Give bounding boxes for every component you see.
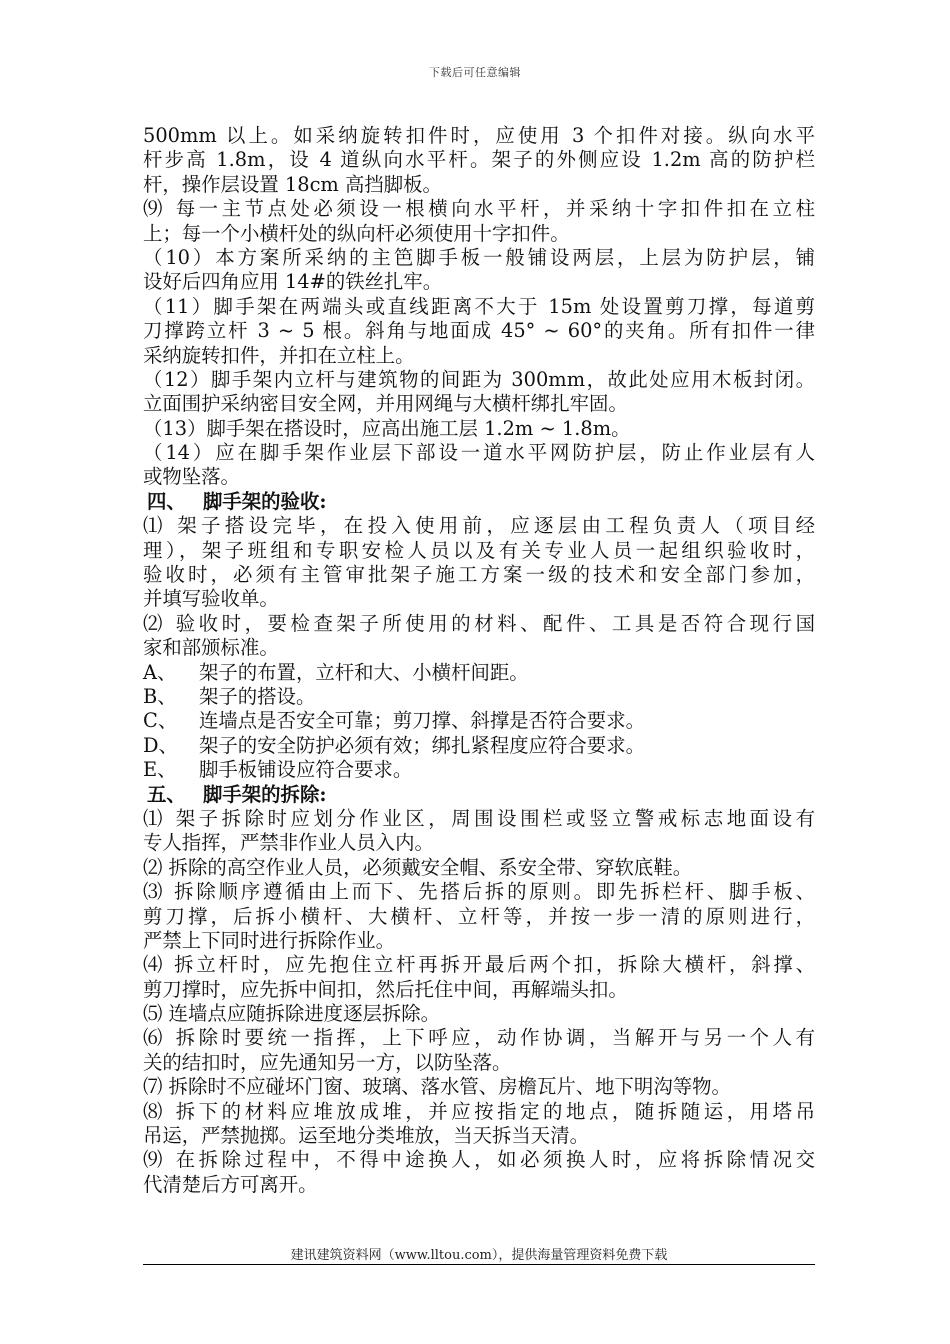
text-line: 杆，操作层设置 18cm 高挡脚板。: [143, 172, 442, 196]
text-line: 立面围护采纳密目安全网，并用网绳与大横杆绑扎牢固。: [143, 392, 628, 416]
text-line: ⑼ 每一主节点处必须设一根横向水平杆，并采纳十字扣件扣在立柱: [143, 197, 815, 221]
section-title: 脚手架的拆除:: [203, 782, 327, 806]
page-header-note: 下载后可任意编辑: [429, 66, 521, 79]
list-item-text: 连墙点是否安全可靠；剪刀撑、斜撑是否符合要求。: [199, 709, 645, 733]
section-number: 五、: [147, 782, 186, 806]
text-line: 采纳旋转扣件，并扣在立柱上。: [143, 343, 415, 367]
text-line: ⑷ 拆立杆时，应先抱住立杆再拆开最后两个扣，拆除大横杆，斜撑、: [143, 953, 815, 977]
text-line: 并填写验收单。: [143, 587, 279, 611]
text-line: ⑻ 拆下的材料应堆放成堆，并应按指定的地点，随拆随运，用塔吊: [143, 1099, 815, 1123]
text-line: 或物坠落。: [143, 465, 240, 489]
list-item-letter: A、: [143, 660, 177, 684]
text-line: （12）脚手架内立杆与建筑物的间距为 300mm，故此处应用木板封闭。: [143, 367, 815, 391]
document-body: [143, 124, 815, 1197]
text-line: 关的结扣时，应先通知另一方，以防坠落。: [143, 1050, 512, 1074]
text-line: 剪刀撑，后拆小横杆、大横杆、立杆等，并按一步一清的原则进行，: [143, 904, 815, 928]
list-item-letter: E、: [143, 758, 177, 782]
text-line: 吊运，严禁抛掷。运至地分类堆放，当天拆当天清。: [143, 1124, 589, 1148]
text-line: （11）脚手架在两端头或直线距离不大于 15m 处设置剪刀撑，每道剪: [143, 294, 815, 318]
text-line: （14）应在脚手架作业层下部设一道水平网防护层，防止作业层有人: [143, 441, 815, 465]
section-title: 脚手架的验收:: [203, 489, 327, 513]
list-item-letter: D、: [143, 733, 178, 757]
text-line: 设好后四角应用 14#的铁丝扎牢。: [143, 270, 443, 294]
text-line: 验收时，必须有主管审批架子施工方案一级的技术和安全部门参加，: [143, 563, 815, 587]
list-item: [143, 734, 815, 758]
text-line: ⑼ 在拆除过程中，不得中途换人，如必须换人时，应将拆除情况交: [143, 1148, 815, 1172]
text-line: 专人指挥，严禁非作业人员入内。: [143, 831, 434, 855]
text-line: 家和部颁标准。: [143, 636, 279, 660]
text-line: 500mm 以上。如采纳旋转扣件时，应使用 3 个扣件对接。纵向水平: [143, 124, 815, 147]
text-line: 刀撑跨立杆 3 ~ 5 根。斜角与地面成 45° ~ 60°的夹角。所有扣件一律: [143, 319, 815, 343]
text-line: 严禁上下同时进行拆除作业。: [143, 928, 396, 952]
text-line: ⑴ 架子搭设完毕，在投入使用前，应逐层由工程负责人（项目经: [143, 514, 815, 538]
text-line: （10）本方案所采纳的主笆脚手板一般铺设两层，上层为防护层，铺: [143, 245, 815, 269]
list-item-text: 架子的布置，立杆和大、小横杆间距。: [199, 660, 529, 684]
section-number: 四、: [147, 489, 186, 513]
list-item: [143, 709, 815, 733]
text-line: ⑹ 拆除时要统一指挥，上下呼应，动作协调，当解开与另一个人有: [143, 1026, 815, 1050]
text-line: ⑸ 连墙点应随拆除进度逐层拆除。: [143, 1002, 441, 1026]
text-line: （13）脚手架在搭设时，应高出施工层 1.2m ~ 1.8m。: [143, 416, 631, 440]
text-line: ⑶ 拆除顺序遵循由上而下、先搭后拆的原则。即先拆栏杆、脚手板、: [143, 880, 815, 904]
list-item: [143, 758, 815, 782]
text-line: ⑵ 拆除的高空作业人员，必须戴安全帽、系安全带、穿软底鞋。: [143, 855, 693, 879]
footer-divider: [143, 1264, 815, 1265]
list-item-text: 脚手板铺设应符合要求。: [199, 758, 413, 782]
section-heading: [143, 783, 815, 807]
list-item: [143, 685, 815, 709]
text-line: 上；每一个小横杆处的纵向杆必须使用十字扣件。: [143, 221, 570, 245]
list-item-letter: C、: [143, 709, 178, 733]
list-item-letter: B、: [143, 684, 177, 708]
text-line: 剪刀撑时，应先拆中间扣，然后托住中间，再解端头扣。: [143, 977, 628, 1001]
list-item: [143, 661, 815, 685]
text-line: 理），架子班组和专职安检人员以及有关专业人员一起组织验收时，: [143, 538, 815, 562]
text-line: ⑺ 拆除时不应碰坏门窗、玻璃、落水管、房檐瓦片、地下明沟等物。: [143, 1075, 731, 1099]
text-line: ⑴ 架子拆除时应划分作业区，周围设围栏或竖立警戒标志地面设有: [143, 806, 815, 830]
text-line: 杆步高 1.8m，设 4 道纵向水平杆。架子的外侧应设 1.2m 高的防护栏: [143, 148, 815, 172]
page-footer-text: 建讯建筑资料网（www.lltou.com），提供海量管理资料免费下载: [290, 1248, 668, 1263]
text-line: 代清楚后方可离开。: [143, 1172, 318, 1196]
section-heading: [143, 490, 815, 514]
list-item-text: 架子的搭设。: [199, 684, 316, 708]
text-line: ⑵ 验收时，要检查架子所使用的材料、配件、工具是否符合现行国: [143, 611, 815, 635]
list-item-text: 架子的安全防护必须有效；绑扎紧程度应符合要求。: [199, 733, 645, 757]
